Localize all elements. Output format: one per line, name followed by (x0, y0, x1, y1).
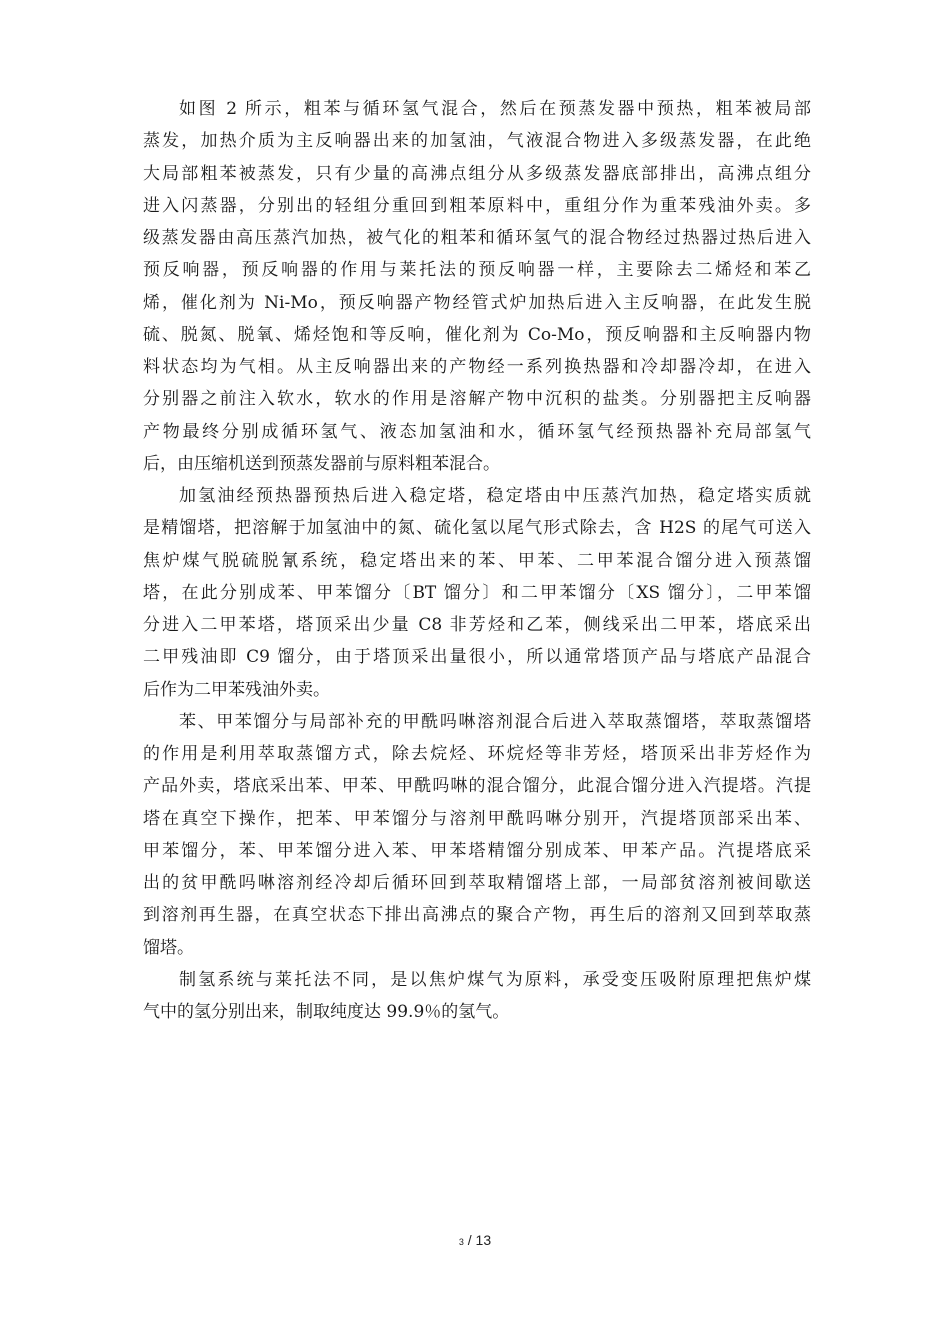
text-line: 料状态均为气相。从主反响器出来的产物经一系列换热器和冷却器冷却，在进入 (143, 357, 811, 377)
document-body (143, 93, 811, 1028)
text-line: 级蒸发器由高压蒸汽加热，被气化的粗苯和循环氢气的混合物经过热器过热后进入 (143, 228, 811, 248)
text-line: 塔在真空下操作，把苯、甲苯馏分与溶剂甲酰吗啉分别开，汽提塔顶部采出苯、 (143, 808, 811, 829)
text-line: 到溶剂再生器，在真空状态下排出高沸点的聚合产物，再生后的溶剂又回到萃取蒸 (143, 905, 811, 926)
text-line: 气中的氢分别出来，制取纯度达 99.9％的氢气。 (143, 1002, 510, 1022)
text-line: 焦炉煤气脱硫脱氰系统，稳定塔出来的苯、甲苯、二甲苯混合馏分进入预蒸馏 (143, 550, 811, 571)
text-line: 出的贫甲酰吗啉溶剂经冷却后循环回到萃取精馏塔上部，一局部贫溶剂被间歇送 (143, 873, 811, 893)
text-line: 分别器之前注入软水，软水的作用是溶解产物中沉积的盐类。分别器把主反响器 (143, 389, 811, 410)
page-number (0, 1232, 950, 1248)
text-line: 馏塔。 (143, 937, 194, 958)
text-line: 预反响器，预反响器的作用与莱托法的预反响器一样，主要除去二烯烃和苯乙 (143, 260, 811, 281)
current-page-number: 3 (458, 1237, 464, 1247)
text-line: 烯，催化剂为 Ni-Mo，预反响器产物经管式炉加热后进入主反响器，在此发生脱 (143, 292, 811, 313)
text-line: 二甲残油即 C9 馏分，由于塔顶采出量很小，所以通常塔顶产品与塔底产品混合 (143, 647, 811, 668)
text-line: 甲苯馏分，苯、甲苯馏分进入苯、甲苯塔精馏分别成苯、甲苯产品。汽提塔底采 (143, 840, 811, 861)
text-line: 后作为二甲苯残油外卖。 (143, 679, 330, 700)
text-line: 硫、脱氮、脱氧、烯烃饱和等反响，催化剂为 Co-Mo，预反响器和主反响器内物 (143, 324, 811, 345)
text-line: 大局部粗苯被蒸发，只有少量的高沸点组分从多级蒸发器底部排出，高沸点组分 (143, 163, 811, 184)
text-line: 后，由压缩机送到预蒸发器前与原料粗苯混合。 (143, 453, 500, 474)
text-line: 塔，在此分别成苯、甲苯馏分〔BT 馏分〕和二甲苯馏分〔XS 馏分〕，二甲苯馏 (143, 582, 811, 603)
text-line: 产物最终分别成循环氢气、液态加氢油和水，循环氢气经预热器补充局部氢气 (143, 421, 811, 442)
total-pages: 13 (475, 1232, 492, 1248)
text-line: 产品外卖，塔底采出苯、甲苯、甲酰吗啉的混合馏分，此混合馏分进入汽提塔。汽提 (143, 776, 811, 797)
text-line: 分进入二甲苯塔，塔顶采出少量 C8 非芳烃和乙苯，侧线采出二甲苯，塔底采出 (143, 615, 811, 635)
text-line: 如图 2 所示，粗苯与循环氢气混合，然后在预蒸发器中预热，粗苯被局部 (179, 99, 811, 119)
text-line: 苯、甲苯馏分与局部补充的甲酰吗啉溶剂混合后进入萃取蒸馏塔，萃取蒸馏塔 (179, 711, 811, 732)
text-line: 的作用是利用萃取蒸馏方式，除去烷烃、环烷烃等非芳烃，塔顶采出非芳烃作为 (143, 744, 811, 764)
text-line: 蒸发，加热介质为主反响器出来的加氢油，气液混合物进入多级蒸发器，在此绝 (143, 131, 811, 152)
page-separator: / (463, 1232, 476, 1248)
text-line: 是精馏塔，把溶解于加氢油中的氮、硫化氢以尾气形式除去，含 H2S 的尾气可送入 (143, 518, 811, 539)
text-line: 进入闪蒸器，分别出的轻组分重回到粗苯原料中，重组分作为重苯残油外卖。多 (143, 195, 811, 216)
text-line: 加氢油经预热器预热后进入稳定塔，稳定塔由中压蒸汽加热，稳定塔实质就 (179, 486, 811, 506)
text-line: 制氢系统与莱托法不同，是以焦炉煤气为原料，承受变压吸附原理把焦炉煤 (179, 969, 811, 990)
